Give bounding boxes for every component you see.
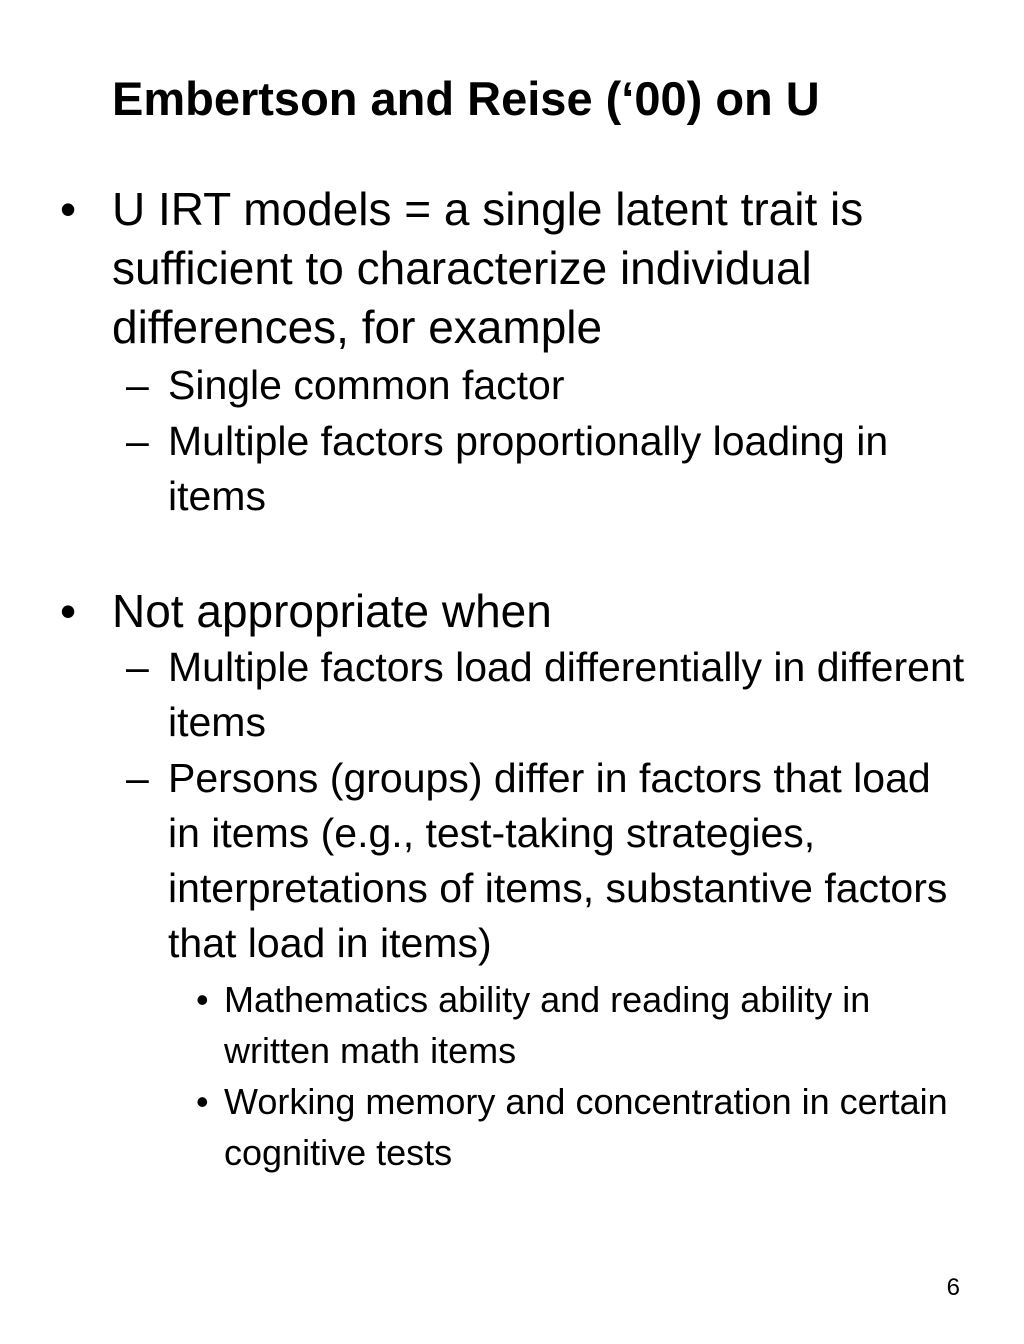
dash-marker: – xyxy=(126,362,149,408)
bullet-marker: • xyxy=(60,585,77,637)
bullet-marker: • xyxy=(60,183,77,235)
dash-marker: – xyxy=(126,644,149,690)
bullet-marker: • xyxy=(196,979,209,1020)
dash-marker: – xyxy=(126,418,149,464)
slide-title: Embertson and Reise (‘00) on U xyxy=(112,72,820,125)
sub-bullet-text: Persons (groups) differ in factors that load in items (e.g., test-taking strategies, interpretations of items, substantive factors that load in items) xyxy=(168,755,948,966)
sub-bullet-multiple-factors-differential xyxy=(126,640,968,750)
sub-sub-bullet-math-reading xyxy=(196,974,974,1076)
sub-sub-bullet-working-memory xyxy=(196,1076,974,1178)
slide-page-number: 6 xyxy=(946,1274,960,1301)
sub-sub-bullet-text: Mathematics ability and reading ability in written math items xyxy=(224,979,871,1071)
sub-bullet-text: Multiple factors proportionally loading in items xyxy=(168,418,889,519)
sub-bullet-text: Single common factor xyxy=(168,362,565,408)
sub-bullet-multiple-factors-proportional xyxy=(126,414,968,524)
bullet-text: Not appropriate when xyxy=(112,585,552,637)
sub-sub-bullet-text: Working memory and concentration in certain cognitive tests xyxy=(224,1081,948,1173)
dash-marker: – xyxy=(126,755,149,801)
sub-bullet-persons-differ xyxy=(126,751,968,971)
bullet-marker: • xyxy=(196,1081,209,1122)
sub-bullet-single-common-factor xyxy=(126,358,968,413)
bullet-text: U IRT models = a single latent trait is sufficient to characterize individual differences, for example xyxy=(112,183,864,353)
sub-bullet-text: Multiple factors load differentially in different items xyxy=(168,644,965,745)
bullet-not-appropriate-when xyxy=(60,582,972,641)
bullet-unidimensional-irt-models xyxy=(60,180,972,357)
